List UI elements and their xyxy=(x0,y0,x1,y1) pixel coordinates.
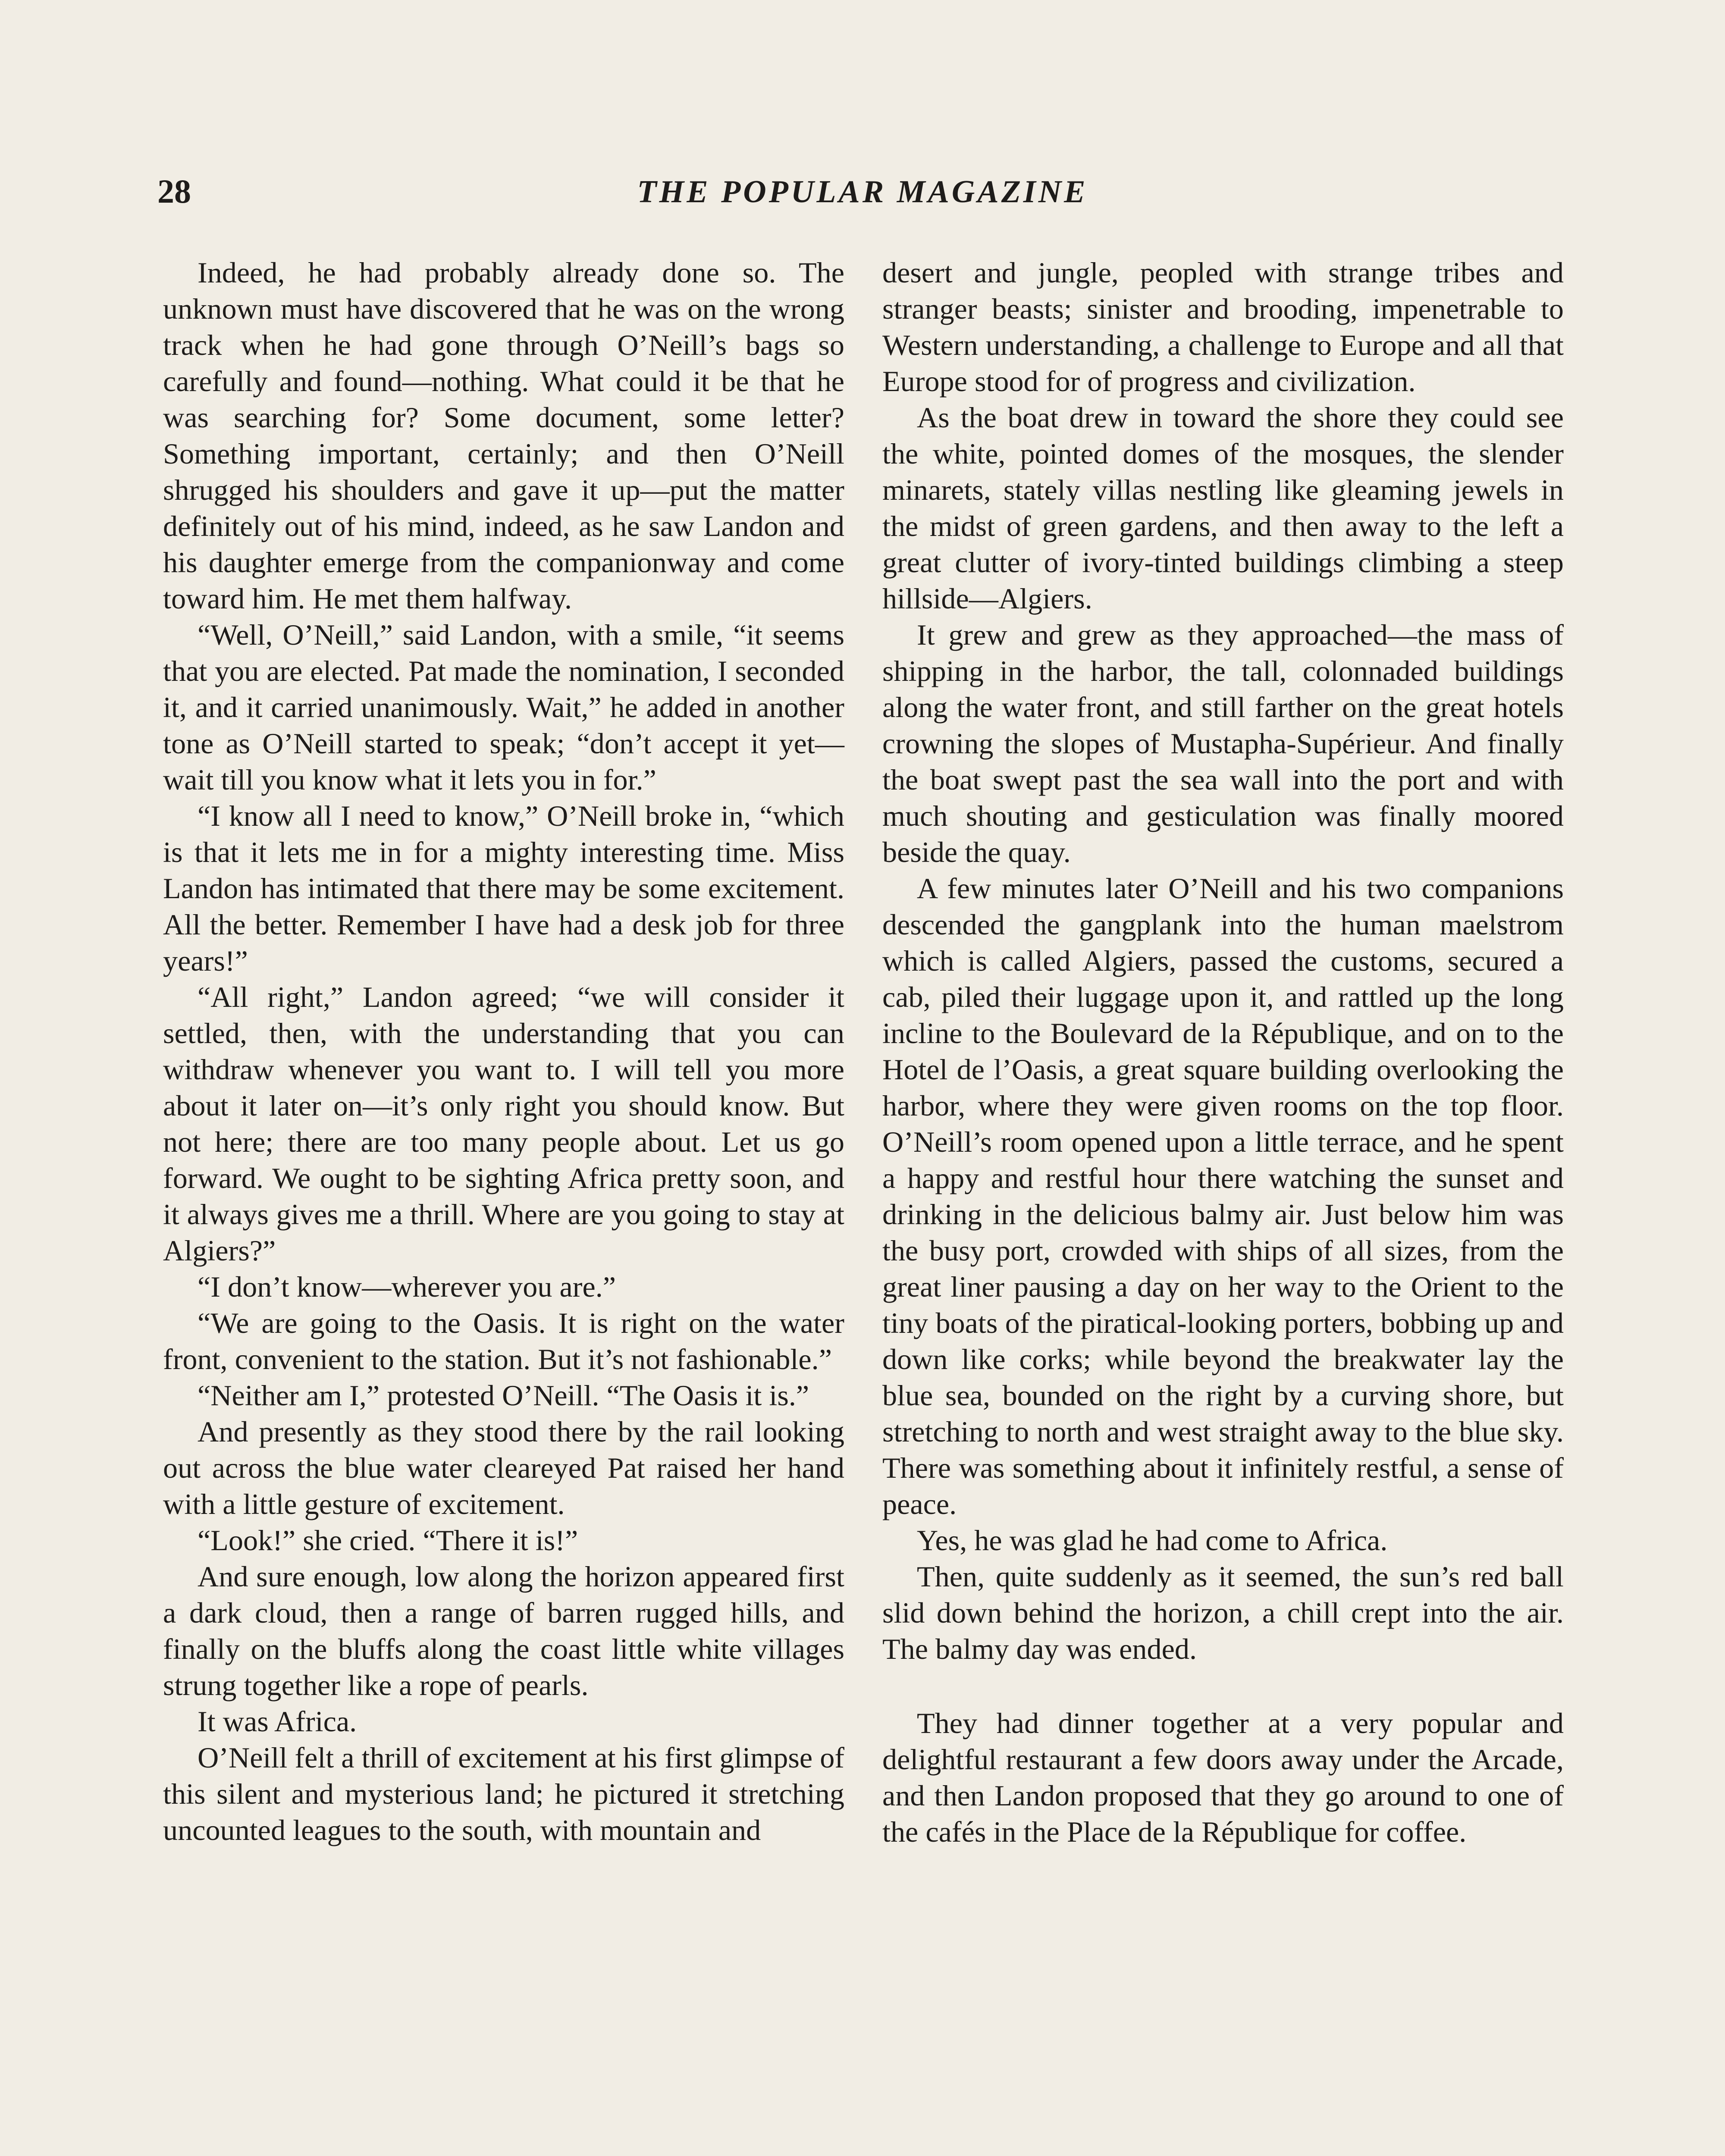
paragraph: “Look!” she cried. “There it is!” xyxy=(198,1524,578,1557)
running-head: THE POPULAR MAGAZINE xyxy=(637,174,1088,210)
section-paragraph: They had dinner together at a very popular and delightful restaurant a few doors away under the Arcade, and then Landon proposed that they go around to one of the cafés in the Place de la République for coffee. xyxy=(882,1707,1564,1848)
paragraph: “We are going to the Oasis. It is right on the water front, convenient to the station. But it’s not fashionable.” xyxy=(163,1307,844,1376)
paragraph: As the boat drew in toward the shore they could see the white, pointed domes of the mosques, the slender minarets, stately villas nestling like gleaming jewels in the midst of green gardens, and then away to the left a great clutter of ivory-tinted buildings climbing a steep hillside—Algiers. xyxy=(882,401,1564,615)
paragraph: Yes, he was glad he had come to Africa. xyxy=(917,1524,1388,1557)
paragraph: Indeed, he had probably already done so. The unknown must have discovered that he was on the wrong track when he had gone through O’Neill’s bags so carefully and found—nothing. What could it be that he was searching for? Some document, some letter? Something important, certainly; and then O’Neill shrugged his shoulders and gave it up—put the matter definitely out of his mind, indeed, as he saw Landon and his daughter emerge from the companionway and come toward him. He met them halfway. xyxy=(163,256,844,615)
paragraph: O’Neill felt a thrill of excitement at his first glimpse of this silent and mysterious land; he pictured it stretching uncounted leagues to the south, with mountain and xyxy=(163,1741,844,1846)
paragraph: And sure enough, low along the horizon appeared first a dark cloud, then a range of barren rugged hills, and finally on the bluffs along the coast little white villages strung together like a rope of pearls. xyxy=(163,1560,844,1702)
paragraph: “Well, O’Neill,” said Landon, with a smile, “it seems that you are elected. Pat made the nomination, I seconded it, and it carried unanimously. Wait,” he added in another tone as O’Neill started to speak; “don’t accept it yet—wait till you know what it lets you in for.” xyxy=(163,618,844,796)
paragraph: Then, quite suddenly as it seemed, the sun’s red ball slid down behind the horizon, a chill crept into the air. The balmy day was ended. xyxy=(882,1560,1564,1665)
paragraph: It grew and grew as they approached—the mass of shipping in the harbor, the tall, colonnaded buildings along the water front, and still farther on the great hotels crowning the slopes of Mustapha-Supérieur. And finally the boat swept past the sea wall into the port and with much shouting and gesticulation was finally moored beside the quay. xyxy=(882,618,1564,868)
paragraph: And presently as they stood there by the rail looking out across the blue water cleareyed Pat raised her hand with a little gesture of excitement. xyxy=(163,1415,844,1520)
paragraph: “I don’t know—wherever you are.” xyxy=(198,1270,616,1303)
paragraph-continuation: desert and jungle, peopled with strange tribes and stranger beasts; sinister and brooding, impenetrable to Western understanding, a challenge to Europe and all that Europe stood for of progress and civilization. xyxy=(882,256,1564,398)
paragraph: It was Africa. xyxy=(198,1705,357,1738)
paragraph: “Neither am I,” protested O’Neill. “The Oasis it is.” xyxy=(198,1379,809,1412)
paragraph: A few minutes later O’Neill and his two companions descended the gangplank into the human maelstrom which is called Algiers, passed the customs, secured a cab, piled their luggage upon it, and rattled up the long incline to the Boulevard de la République, and on to the Hotel de l’Oasis, a great square building overlooking the harbor, where they were given rooms on the top floor. O’Neill’s room opened upon a little terrace, and he spent a happy and restful hour there watching the sunset and drinking in the delicious balmy air. Just below him was the busy port, crowded with ships of all sizes, from the great liner pausing a day on her way to the Orient to the tiny boats of the piratical-looking porters, bobbing up and down like corks; while beyond the breakwater lay the blue sea, bounded on the right by a curving shore, but stretching to north and west straight away to the blue sky. There was something about it infinitely restful, a sense of peace. xyxy=(882,872,1564,1520)
page-number: 28 xyxy=(157,172,191,210)
paragraph: “All right,” Landon agreed; “we will consider it settled, then, with the understanding that you can withdraw whenever you want to. I will tell you more about it later on—it’s only right you should know. But not here; there are too many people about. Let us go forward. We ought to be sighting Africa pretty soon, and it always gives me a thrill. Where are you going to stay at Algiers?” xyxy=(163,981,844,1267)
left-column xyxy=(163,254,844,1848)
paragraph: “I know all I need to know,” O’Neill broke in, “which is that it lets me in for a mighty interesting time. Miss Landon has intimated that there may be some excitement. All the better. Remember I have had a desk job for three years!” xyxy=(163,799,844,977)
right-column xyxy=(882,254,1564,1850)
